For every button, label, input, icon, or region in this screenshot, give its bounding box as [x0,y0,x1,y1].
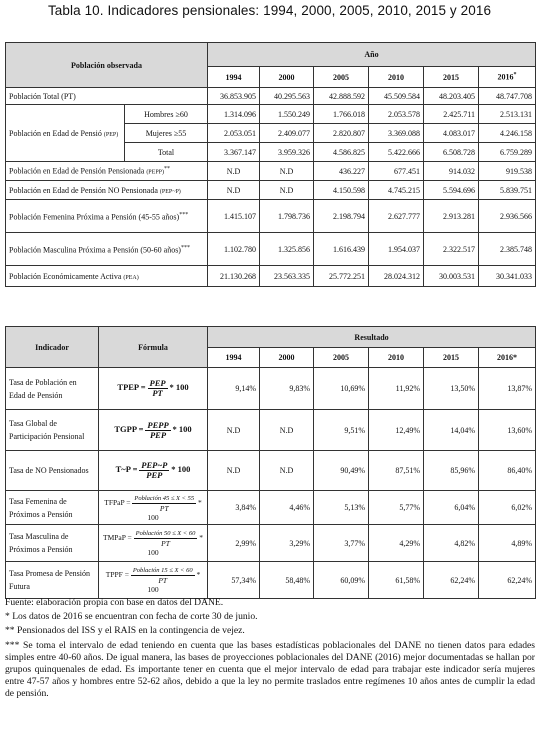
formula-tail: * 100 [169,382,189,393]
cell: 13,87% [479,368,536,410]
cell: 2.053.578 [369,105,424,124]
table-row [6,562,536,599]
cell: 3,77% [314,525,369,562]
row-label-pep: Población en Edad de Pensió (PEP) [6,105,125,162]
row-label: Población en Edad de Pensión NO Pensionada (PEP~P) [6,181,208,200]
cell: 62,24% [479,562,536,599]
cell: 58,48% [260,562,314,599]
cell: N.D [260,162,314,181]
header-year: Año [208,43,536,67]
cell: 1.325.856 [260,233,314,266]
cell: 13,50% [424,368,479,410]
table-row [6,88,536,105]
cell: 5,13% [314,491,369,525]
table-row [6,266,536,287]
indicator-label: Tasa Promesa de Pensión Futura [6,562,99,599]
formula-lhs: TFPaP = [104,497,131,507]
year-2005: 2005 [314,67,369,88]
cell: 2.053.051 [208,124,260,143]
formula-cell [99,525,208,562]
cell: 23.563.335 [260,266,314,287]
sub-label: Mujeres ≥55 [125,124,208,143]
formula-cell [99,562,208,599]
cell: N.D [260,410,314,451]
cell: 60,09% [314,562,369,599]
formula-denominator: PEP [149,429,167,440]
formula-lhs: TPEP = [117,382,146,393]
cell: 85,96% [424,451,479,491]
row-label: Población Femenina Próxima a Pensión (45-55 años)*** [6,200,208,233]
cell: 28.024.312 [369,266,424,287]
year-2010: 2010 [369,348,424,368]
year-1994: 1994 [208,348,260,368]
table-row [6,181,536,200]
formula-fraction [148,379,168,398]
indicator-label: Tasa de Población en Edad de Pensión [6,368,99,410]
cell: 1.415.107 [208,200,260,233]
cell: 2.198.794 [314,200,369,233]
indicator-label: Tasa de NO Pensionados [6,451,99,491]
cell: 3,84% [208,491,260,525]
cell: 2.627.777 [369,200,424,233]
formula-fraction [139,461,169,480]
formula-numerator: Población 50 ≤ X < 60 [135,530,196,537]
table-title: Tabla 10. Indicadores pensionales: 1994, 2000, 2005, 2010, 2015 y 2016 [47,3,492,18]
cell: 42.888.592 [314,88,369,105]
formula-lhs: TMPaP = [102,533,132,543]
cell: 87,51% [369,451,424,491]
formula-numerator: PEP~P [141,460,168,470]
year-2000: 2000 [260,348,314,368]
formula-fraction [132,494,196,513]
cell: 48.203.405 [424,88,479,105]
cell: N.D [208,181,260,200]
cell: 6,04% [424,491,479,525]
formula-numerator: Población 15 ≤ X < 60 [132,567,193,574]
cell: 1.314.096 [208,105,260,124]
sub-label: Hombres ≥60 [125,105,208,124]
header-result: Resultado [208,327,536,348]
cell: 2.385.748 [479,233,536,266]
cell: 1.550.249 [260,105,314,124]
formula-numerator: PEPP [147,419,169,430]
cell: 6,02% [479,491,536,525]
cell: 30.341.033 [479,266,536,287]
cell: 914.032 [424,162,479,181]
indicator-label: Tasa Global de Participación Pensional [6,410,99,451]
header-formula: Fórmula [99,327,208,368]
formula-lhs: TPPF = [105,570,129,580]
cell: 10,69% [314,368,369,410]
year-2015: 2015 [424,348,479,368]
formula-tail: * 100 [172,423,192,434]
cell: 3.367.147 [208,143,260,162]
year-2010: 2010 [369,67,424,88]
cell: 2.820.807 [314,124,369,143]
population-table [5,42,536,287]
cell: 2.513.131 [479,105,536,124]
year-1994: 1994 [208,67,260,88]
cell: 21.130.268 [208,266,260,287]
cell: 13,60% [479,410,536,451]
cell: 2.425.711 [424,105,479,124]
header-indicator: Indicador [6,327,99,368]
formula-denominator: PT [159,503,169,513]
footnote-1: * Los datos de 2016 se encuentran con fecha de corte 30 de junio. [5,611,258,623]
cell: 2.322.517 [424,233,479,266]
cell: N.D [208,410,260,451]
formula-numerator: Población 45 ≤ X < 55 [134,494,195,502]
cell: 36.853.905 [208,88,260,105]
year-2015: 2015 [424,67,479,88]
formula-tail: * 100 [147,497,202,522]
cell: N.D [208,162,260,181]
formula-cell [99,451,208,491]
table-row [6,162,536,181]
cell: 4.586.825 [314,143,369,162]
cell: 57,34% [208,562,260,599]
cell: 4,46% [260,491,314,525]
sub-label: Total [125,143,208,162]
table-row [6,200,536,233]
row-label: Población en Edad de Pensión Pensionada (PEPP)** [6,162,208,181]
cell: 4,89% [479,525,536,562]
cell: N.D [260,181,314,200]
formula-fraction [145,421,170,440]
cell: 2.409.077 [260,124,314,143]
cell: 2.913.281 [424,200,479,233]
year-2000: 2000 [260,67,314,88]
cell: 5,77% [369,491,424,525]
cell: 919.538 [479,162,536,181]
year-2016: 2016* [479,67,536,88]
year-2016: 2016* [479,348,536,368]
table-row [6,105,536,124]
cell: 61,58% [369,562,424,599]
cell: 48.747.708 [479,88,536,105]
cell: 4.150.598 [314,181,369,200]
cell: 4,82% [424,525,479,562]
cell: 6.508.728 [424,143,479,162]
cell: 9,83% [260,368,314,410]
cell: 4.745.215 [369,181,424,200]
formula-tail: * 100 [147,570,201,594]
cell: 2.936.566 [479,200,536,233]
cell: 1.766.018 [314,105,369,124]
cell: 677.451 [369,162,424,181]
formula-lhs: T~P = [115,464,138,475]
cell: 9,51% [314,410,369,451]
table-row [6,491,536,525]
cell: 4,29% [369,525,424,562]
cell: 4.083.017 [424,124,479,143]
cell: 4.246.158 [479,124,536,143]
formula-denominator: PEP [146,470,163,480]
year-2005: 2005 [314,348,369,368]
cell: 436.227 [314,162,369,181]
cell: N.D [260,451,314,491]
cell: 90,49% [314,451,369,491]
cell: 86,40% [479,451,536,491]
table-row [6,451,536,491]
cell: 2,99% [208,525,260,562]
cell: 1.102.780 [208,233,260,266]
formula-denominator: PT [158,576,168,585]
cell: 9,14% [208,368,260,410]
row-label: Población Total (PT) [6,88,208,105]
formula-fraction [131,566,195,585]
cell: 5.839.751 [479,181,536,200]
formula-fraction [134,529,198,548]
cell: 3.959.326 [260,143,314,162]
row-label: Población Económicamente Activa (PEA) [6,266,208,287]
cell: 45.509.584 [369,88,424,105]
cell: 30.003.531 [424,266,479,287]
cell: 1.954.037 [369,233,424,266]
formula-cell [99,491,208,525]
footnote-3: *** Se toma el intervalo de edad teniendo en cuenta que las bases estadísticas poblacionales del DANE no tienen datos para edades simples entre 40-60 años. De igual manera, las bases de proyecciones poblacionales del DANE (2016) mejor documentadas se hallan por grupos quinquenales de edad. Es importante tener en cuenta que el mejor intervalo de edad para trabajar este indicador sería mujeres entre 47-57 años y hombres entre 52-62 años, debido a que la ley no permite traslados entre regímenes 10 años antes de cumplir la edad de pensión. [5,639,535,700]
cell: 1.798.736 [260,200,314,233]
cell: 5.422.666 [369,143,424,162]
cell: N.D [208,451,260,491]
cell: 1.616.439 [314,233,369,266]
indicator-label: Tasa Masculina de Próximos a Pensión [6,525,99,562]
table-row [6,233,536,266]
formula-cell [99,368,208,410]
formula-cell [99,410,208,451]
source-note: Fuente: elaboración propia con base en datos del DANE. [5,597,224,608]
cell: 40.295.563 [260,88,314,105]
indicator-label: Tasa Femenina de Próximos a Pensión [6,491,99,525]
table-row [6,525,536,562]
table-row [6,368,536,410]
footnote-2: ** Pensionados del ISS y el RAIS en la contingencia de vejez. [5,625,245,637]
cell: 14,04% [424,410,479,451]
cell: 62,24% [424,562,479,599]
cell: 3.369.088 [369,124,424,143]
footnotes [5,597,535,703]
formula-denominator: PT [152,388,163,398]
row-label: Población Masculina Próxima a Pensión (50-60 años)*** [6,233,208,266]
header-observed-population: Población observada [6,43,208,88]
table-row [6,410,536,451]
cell: 5.594.696 [424,181,479,200]
cell: 25.772.251 [314,266,369,287]
formula-numerator: PEP [149,378,166,388]
formula-denominator: PT [161,539,170,548]
formula-lhs: TGPP = [114,423,144,434]
formula-tail: * 100 [147,533,204,557]
cell: 6.759.289 [479,143,536,162]
formula-tail: * 100 [171,464,191,475]
indicators-table [5,326,536,599]
cell: 3,29% [260,525,314,562]
cell: 11,92% [369,368,424,410]
cell: 12,49% [369,410,424,451]
